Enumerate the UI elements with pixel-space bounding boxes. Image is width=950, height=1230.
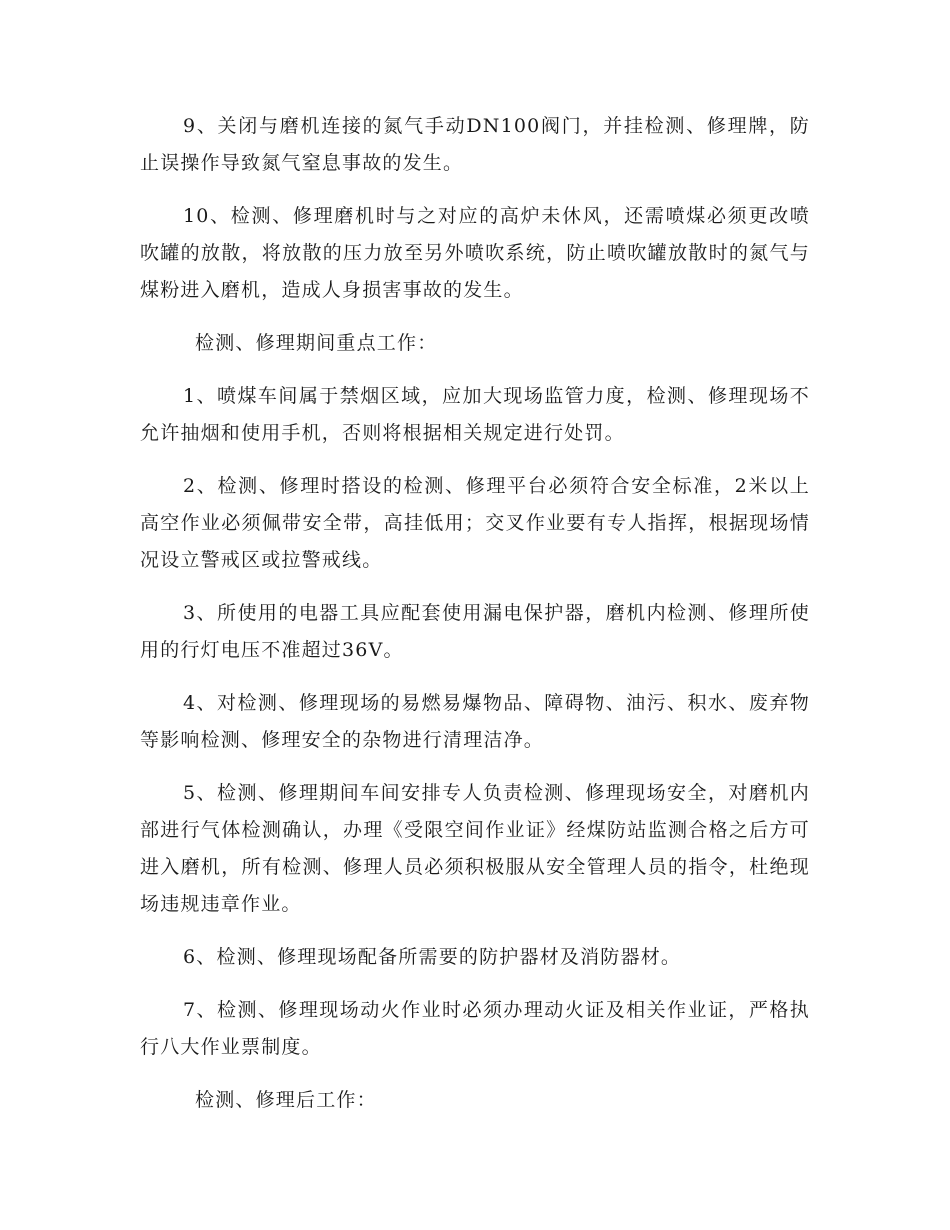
- section-heading-after-repair: 检测、修理后工作：: [195, 1089, 377, 1111]
- paragraph-7: 7、检测、修理现场动火作业时必须办理动火证及相关作业证，严格执行八大作业票制度。: [140, 999, 810, 1058]
- paragraph-1: 1、喷煤车间属于禁烟区域，应加大现场监管力度，检测、修理现场不允许抽烟和使用手机，否则将根据相关规定进行处罚。: [140, 385, 810, 444]
- paragraph-2: 2、检测、修理时搭设的检测、修理平台必须符合安全标准，2米以上高空作业必须佩带安全带，高挂低用；交叉作业要有专人指挥，根据现场情况设立警戒区或拉警戒线。: [140, 475, 810, 571]
- section-heading-during-repair: 检测、修理期间重点工作：: [195, 332, 438, 354]
- paragraph-10: 10、检测、修理磨机时与之对应的高炉未休风，还需喷煤必须更改喷吹罐的放散，将放散的压力放至另外喷吹系统，防止喷吹罐放散时的氮气与煤粉进入磨机，造成人身损害事故的发生。: [140, 205, 810, 301]
- paragraph-4: 4、对检测、修理现场的易燃易爆物品、障碍物、油污、积水、废弃物等影响检测、修理安全的杂物进行清理洁净。: [140, 692, 810, 751]
- paragraph-9: 9、关闭与磨机连接的氮气手动DN100阀门，并挂检测、修理牌，防止误操作导致氮气窒息事故的发生。: [140, 115, 810, 174]
- paragraph-3: 3、所使用的电器工具应配套使用漏电保护器，磨机内检测、修理所使用的行灯电压不准超过36V。: [140, 602, 810, 661]
- document-page: [140, 108, 810, 1135]
- paragraph-5: 5、检测、修理期间车间安排专人负责检测、修理现场安全，对磨机内部进行气体检测确认，办理《受限空间作业证》经煤防站监测合格之后方可进入磨机，所有检测、修理人员必须积极服从安全管理人员的指令，杜绝现场违规违章作业。: [140, 782, 810, 915]
- paragraph-6: 6、检测、修理现场配备所需要的防护器材及消防器材。: [183, 946, 682, 968]
